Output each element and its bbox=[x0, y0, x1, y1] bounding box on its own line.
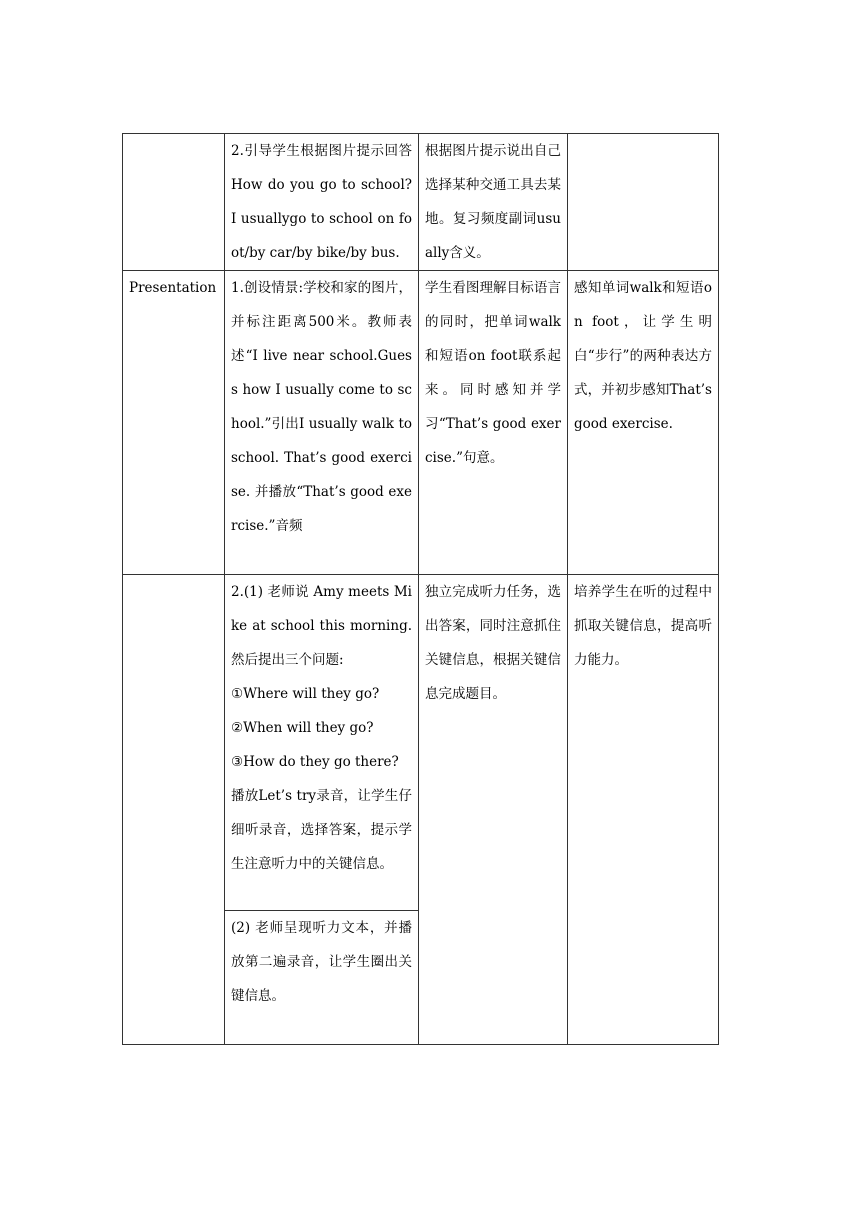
teacher-activity-cell bbox=[225, 575, 419, 911]
teacher-activity-text: 1.创设情景:学校和家的图片，并标注距离500米。教师表述“I live near school.Guess how I usually come to school.”引出I usually walk to school. That’s good exercise. 并播放“That’s good exercise.”音频 bbox=[231, 280, 412, 534]
purpose-cell: 感知单词walk和短语on foot，让学生明白“步行”的两种表达方式，并初步感知That’s good exercise. bbox=[568, 271, 719, 575]
student-activity-cell: 根据图片提示说出自己选择某种交通工具去某地。复习频度副词usually含义。 bbox=[419, 134, 568, 271]
question-3: ③How do they go there? bbox=[231, 754, 399, 770]
stage-cell-presentation: Presentation bbox=[123, 271, 225, 575]
teacher-activity-text: 播放Let’s try录音，让学生仔细听录音，选择答案，提示学生注意听力中的关键信息。 bbox=[231, 788, 412, 872]
stage-cell bbox=[123, 575, 225, 1045]
purpose-cell: 培养学生在听的过程中抓取关键信息，提高听力能力。 bbox=[568, 575, 719, 1045]
table-row bbox=[123, 271, 719, 575]
teacher-activity-text: 2.引导学生根据图片提示回答How do you go to school? I usuallygo to school on foot/by car/by bike/by bus. bbox=[231, 143, 412, 261]
stage-cell bbox=[123, 134, 225, 271]
table-row bbox=[123, 575, 719, 911]
question-1: ①Where will they go? bbox=[231, 686, 380, 702]
student-activity-cell: 独立完成听力任务，选出答案，同时注意抓住关键信息，根据关键信息完成题目。 bbox=[419, 575, 568, 1045]
teacher-activity-cell bbox=[225, 911, 419, 1045]
lesson-plan-table bbox=[122, 133, 719, 1045]
teacher-activity-cell bbox=[225, 134, 419, 271]
teacher-activity-text: 2.(1) 老师说 Amy meets Mike at school this morning. 然后提出三个问题: bbox=[231, 584, 412, 668]
teacher-activity-cell bbox=[225, 271, 419, 575]
purpose-cell bbox=[568, 134, 719, 271]
student-activity-cell: 学生看图理解目标语言的同时，把单词walk和短语on foot联系起来。同时感知并学习“That’s good exercise.”句意。 bbox=[419, 271, 568, 575]
teacher-activity-text: (2) 老师呈现听力文本，并播放第二遍录音，让学生圈出关键信息。 bbox=[231, 920, 412, 1004]
table-row bbox=[123, 134, 719, 271]
question-2: ②When will they go? bbox=[231, 720, 374, 736]
